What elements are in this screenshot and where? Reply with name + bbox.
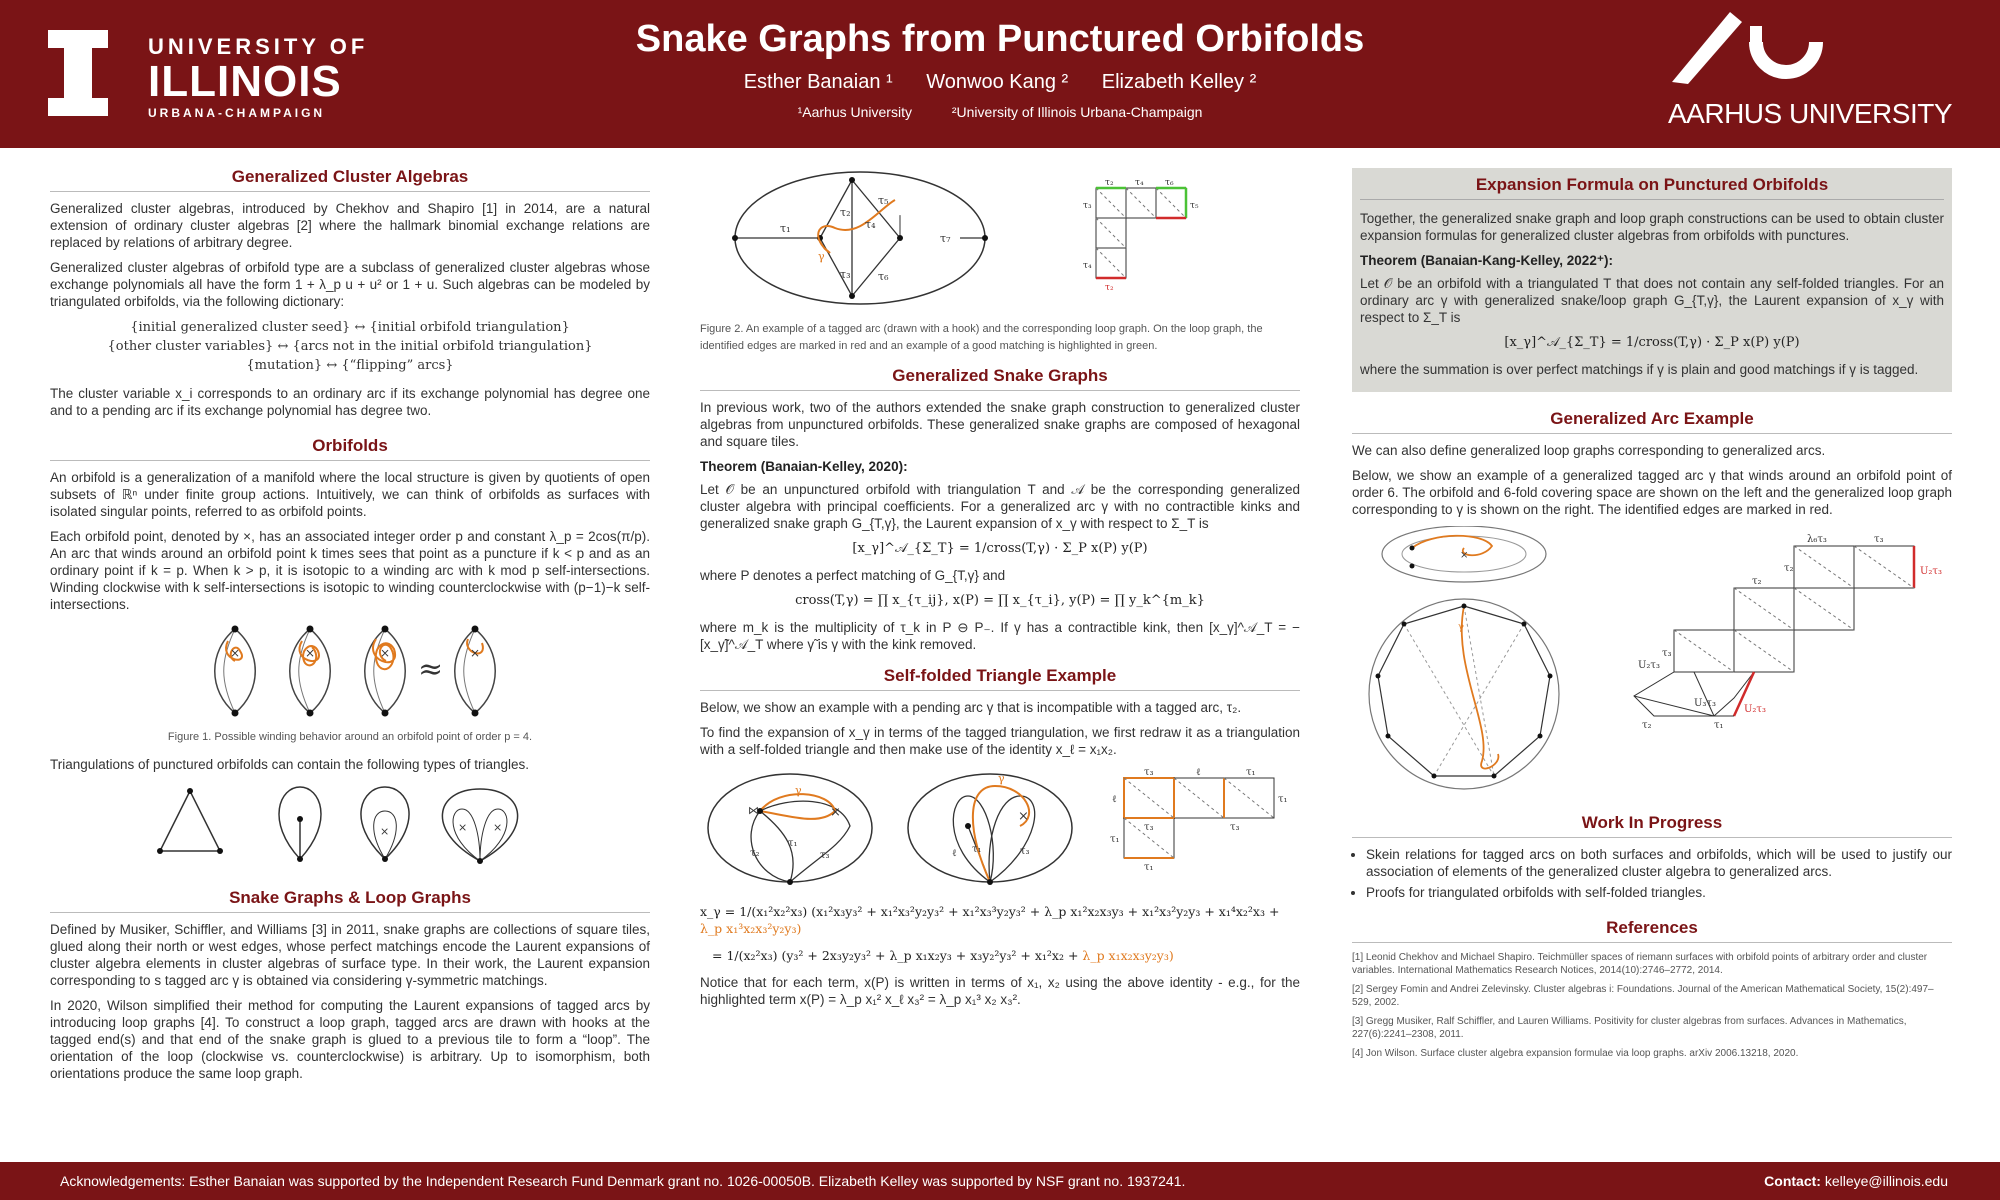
author-2: Wonwoo Kang ² [926, 71, 1069, 93]
winding-diagram-2 [290, 626, 331, 717]
svg-text:τ₄: τ₄ [1135, 178, 1144, 188]
theorem-2-title: Theorem (Banaian-Kang-Kelley, 2022⁺): [1360, 253, 1613, 268]
svg-text:τ₂: τ₂ [1752, 576, 1762, 587]
svg-text:τ₃: τ₃ [1230, 822, 1240, 833]
contact-label: Contact: [1764, 1173, 1821, 1189]
uiuc-line1: UNIVERSITY OF [148, 34, 369, 59]
wip-list [1352, 846, 1952, 901]
winding-diagram-1 [215, 626, 256, 717]
orbifold-diagram [1382, 526, 1546, 582]
section-title-expansion: Expansion Formula on Punctured Orbifolds [1360, 176, 1944, 200]
orbifold-point-triangle [361, 787, 409, 862]
dictionary [50, 318, 650, 375]
fig2-label-tau7: τ₇ [940, 232, 951, 245]
fig2-label-gamma: γ [818, 250, 825, 263]
gsg-paragraph-2: where P denotes a perfect matching of G_{T,γ} and [700, 568, 1006, 583]
contact [1764, 1173, 1948, 1189]
svg-text:τ₁: τ₁ [1278, 794, 1288, 805]
gae-label-u3tau3: U₃τ₃ [1694, 698, 1716, 709]
affiliation-2: ²University of Illinois Urbana-Champaign [951, 104, 1203, 120]
reference-4: [4] Jon Wilson. Surface cluster algebra expansion formulae via loop graphs. arXiv 2006.13218, 2020. [1352, 1048, 1799, 1059]
self-folded-example-figure [700, 766, 1300, 891]
author-3: Elizabeth Kelley ² [1101, 71, 1257, 93]
svg-text:×: × [458, 821, 468, 834]
reference-3: [3] Gregg Musiker, Ralf Schiffler, and Lauren Williams. Positivity for cluster algebras from surfaces. Advances in Mathematics, 227(6):2241–2308, 2011. [1352, 1016, 1907, 1040]
affiliations [560, 104, 1440, 120]
cross-formula: cross(T,γ) = ∏ x_{τ_ij}, x(P) = ∏ x_{τ_i}, y(P) = ∏ y_k^{m_k} [795, 593, 1205, 608]
svg-text:×: × [1018, 809, 1029, 824]
expansion-paragraph-1: Together, the generalized snake graph and loop graph constructions can be used to obtain cluster expansion formulas for generalized cluster algebras from orbifolds with punctures. [1360, 211, 1944, 243]
aarhus-mark-icon [1660, 12, 1960, 92]
winding-diagram-4 [455, 626, 496, 717]
dict-line-2: {other cluster variables} ↔ {arcs not in the initial orbifold triangulation} [107, 339, 593, 354]
contact-email[interactable]: kelleye@illinois.edu [1824, 1173, 1948, 1189]
svg-text:×: × [470, 646, 481, 660]
generalized-arc-figure [1352, 526, 1952, 796]
poster-title: Snake Graphs from Punctured Orbifolds [635, 18, 1365, 60]
svg-text:γ: γ [795, 784, 802, 797]
gae-label-u2tau3-b: U₂τ₃ [1638, 660, 1660, 671]
svg-text:τ₂: τ₂ [1784, 563, 1794, 574]
fig2-label-tau1: τ₁ [780, 222, 791, 235]
section-title-gca: Generalized Cluster Algebras [50, 168, 650, 192]
gae-paragraph-2: Below, we show an example of a generalized tagged arc γ that winds around an orbifold point of order 6. The orbifold and 6-fold covering space are shown on the left and the generalized loop graph corresponding to γ is shown on the right. The identified edges are marked in red. [1352, 468, 1952, 517]
fig2-label-tau2: τ₂ [840, 206, 851, 219]
svg-text:×: × [305, 646, 316, 660]
acknowledgements: Acknowledgements: Esther Banaian was supported by the Independent Research Fund Denmark grant no. 1026-00050B. Elizabeth Kelley was supported by NSF grant no. 1937241. [60, 1173, 1186, 1189]
fig2-label-tau3: τ₃ [840, 268, 851, 281]
theorem-2-formula: [x_γ]^𝒜_{Σ_T} = 1/cross(T,γ) · Σ_P x(P) y(P) [1504, 335, 1800, 350]
fig2-label-tau4: τ₄ [865, 218, 876, 231]
references-list [1352, 951, 1952, 1060]
column-middle [700, 168, 1300, 1016]
authors [560, 71, 1440, 94]
expansion-formula-box [1352, 168, 1952, 392]
reference-2: [2] Sergey Fomin and Andrei Zelevinsky. Cluster algebras i: Foundations. Journal of the American Mathematical Society, 15(2):497–529, 2002. [1352, 984, 1934, 1008]
tagged-triangulation-diagram [708, 774, 872, 885]
section-title-gae: Generalized Arc Example [1352, 410, 1952, 434]
svg-text:τ₃: τ₃ [1083, 201, 1092, 211]
winding-diagram-3 [365, 626, 406, 717]
sft-paragraph-1: Below, we show an example with a pending arc γ that is incompatible with a tagged arc, τ₂. [700, 700, 1242, 715]
gsg-paragraph-3: where m_k is the multiplicity of τ_k in P ⊖ P₋. If γ has a contractible kink, then [x_γ]^𝒜_T = −[x_γ̃]^𝒜_T where γ̃ is γ with the kink removed. [700, 620, 1300, 652]
gae-paragraph-1: We can also define generalized loop graphs corresponding to generalized arcs. [1352, 443, 1826, 458]
dict-line-1: {initial generalized cluster seed} ↔ {initial orbifold triangulation} [130, 320, 570, 335]
gca-paragraph-2: Generalized cluster algebras of orbifold type are a subclass of generalized cluster algebras whose exchange polynomials all have the form 1 + λ_p u + u² or 1 + u. Such algebras can be modeled by triangulated orbifolds, via the following dictionary: [50, 260, 650, 309]
svg-text:×: × [830, 805, 841, 820]
column-right [1352, 168, 1952, 1066]
affiliation-1: ¹Aarhus University [797, 104, 912, 120]
svg-text:⋈: ⋈ [748, 804, 759, 817]
svg-text:τ₃: τ₃ [1144, 767, 1154, 778]
svg-text:τ₅: τ₅ [1190, 201, 1199, 211]
block-i-icon [48, 30, 108, 116]
expansion-paragraph-2: where the summation is over perfect matchings if γ is plain and good matchings if γ is tagged. [1360, 362, 1919, 377]
sft-paragraph-2: To find the expansion of x_γ in terms of the tagged triangulation, we first redraw it as a triangulation with a self-folded triangle and then make use of the identity x_ℓ = x₁x₂. [700, 725, 1300, 757]
svg-text:τ₂: τ₂ [1105, 178, 1114, 188]
svg-text:τ₂: τ₂ [1642, 720, 1652, 731]
snake-graph-example [1110, 767, 1288, 873]
theorem-2-text: Let 𝒪 be an orbifold with a triangulated T that does not contain any self-folded triangles. For an ordinary arc γ with generalized snake/loop graph G_{T,γ}, the Laurent expansion of x_γ with respect to Σ_T is [1360, 276, 1944, 325]
svg-text:×: × [380, 646, 391, 660]
snake-paragraph-1: Defined by Musiker, Schiffler, and Williams [3] in 2011, snake graphs are collections of square tiles, glued along their north or west edges, whose perfect matchings encode the Laurent expansions of cluster algebra elements in cluster algebras of surface type. In their work, the Laurent expansion corresponding to s tagged arc γ is obtained via considering γ-symmetric matchings. [50, 922, 650, 988]
svg-text:τ₃: τ₃ [1662, 648, 1672, 659]
gca-paragraph-1: Generalized cluster algebras, introduced by Chekhov and Shapiro [1] in 2014, are a natural extension of ordinary cluster algebras [2] where the hallmark binomial exchange relations are replaced by relations of arbitrary degree. [50, 201, 650, 250]
orb-paragraph-2: Each orbifold point, denoted by ×, has an associated integer order p and constant λ_p = 2cos(π/p). An arc that winds around an orbifold point k times sees that point as a puncture if k < p and as an ordinary point if k = p. When k > p, it is isotopic to a winding arc with k mod p self-intersections. Winding clockwise with k self-intersections is isotopic to winding counterclockwise with (p−1)−k self-intersections. [50, 529, 650, 612]
svg-text:τ₁: τ₁ [788, 838, 798, 849]
gae-label-gamma: γ [1458, 622, 1464, 633]
expansion-line-1 [700, 903, 1300, 937]
self-folded-triangulation-diagram [908, 772, 1072, 885]
theorem-1-title: Theorem (Banaian-Kelley, 2020): [700, 459, 908, 474]
expansion-line-2-text: = 1/(x₂²x₃) (y₃² + 2x₃y₂y₃² + λ_p x₁x₂y₃ + x₃y₂²y₃² + x₁²x₂ + [712, 948, 1083, 963]
section-title-gsg: Generalized Snake Graphs [700, 367, 1300, 391]
fig2-label-tau6: τ₆ [878, 270, 889, 283]
dict-line-3: {mutation} ↔ {“flipping” arcs} [246, 358, 454, 373]
svg-text:×: × [380, 825, 390, 838]
two-orbifold-points-triangle [442, 789, 517, 864]
svg-text:τ₁: τ₁ [1714, 720, 1724, 731]
section-title-references: References [1352, 919, 1952, 943]
gca-paragraph-3: The cluster variable x_i corresponds to an ordinary arc if its exchange polynomial has degree one and to a pending arc if its exchange polynomial has degree two. [50, 386, 650, 418]
section-title-sft: Self-folded Triangle Example [700, 667, 1300, 691]
poster-header [0, 0, 2000, 148]
wip-item-2: • Proofs for triangulated orbifolds with self-folded triangles. [1366, 884, 1952, 901]
uiuc-line3: URBANA-CHAMPAIGN [148, 106, 326, 120]
svg-text:τ₂: τ₂ [750, 848, 760, 859]
uiuc-logo [48, 30, 378, 120]
covering-space-diagram [1369, 599, 1559, 789]
gsg-paragraph-1: In previous work, two of the authors extended the snake graph construction to generalized cluster algebras from unpunctured orbifolds. These generalized snake graphs are composed of hexagonal and square tiles. [700, 400, 1300, 449]
svg-text:τ₃: τ₃ [1020, 846, 1030, 857]
approx-symbol: ≈ [418, 652, 444, 687]
expansion-line-2-highlight: λ_p x₁x₂x₃y₂y₃) [1082, 948, 1174, 963]
svg-text:ℓ: ℓ [1196, 767, 1201, 778]
expansion-line-1-text: x_γ = 1/(x₁²x₂²x₃) (x₁²x₃y₃² + x₁²x₃²y₂y₃² + x₁²x₃³y₂y₃² + λ_p x₁²x₂x₃y₃ + x₁²x₃²y₂y₃ + x₁⁴x₂²x₃ + [700, 904, 1280, 919]
orb-paragraph-1: An orbifold is a generalization of a manifold where the local structure is given by quotients of open subsets of ℝⁿ under finite group actions. Intuitively, we can think of orbifolds as surfaces with isolated singular points, referred to as orbifold points. [50, 470, 650, 519]
figure-2-tagged-arc [700, 168, 1300, 313]
figure-1-winding [50, 621, 650, 721]
svg-text:τ₃: τ₃ [1874, 534, 1884, 545]
theorem-1-text: Let 𝒪 be an unpunctured orbifold with triangulation T and 𝒜 be the corresponding generalized cluster algebra with principal coefficients. For a generalized arc γ with no contractible kinks and generalized snake graph G_{T,γ}, the Laurent expansion of x_γ with respect to Σ_T is [700, 482, 1300, 531]
ordinary-triangle [157, 788, 223, 854]
aarhus-text: AARHUS UNIVERSITY [1668, 98, 1952, 129]
svg-text:τ₂: τ₂ [1105, 283, 1114, 293]
tagged-arc-surface [732, 172, 988, 304]
section-title-orbifolds: Orbifolds [50, 437, 650, 461]
orb-paragraph-3: Triangulations of punctured orbifolds can contain the following types of triangles. [50, 757, 530, 772]
uiuc-line2: ILLINOIS [148, 57, 342, 106]
section-title-snake-graphs: Snake Graphs & Loop Graphs [50, 889, 650, 913]
svg-text:×: × [230, 646, 241, 660]
sft-paragraph-3: Notice that for each term, x(P) is written in terms of x₁, x₂ using the above identity - e.g., for the highlighted term x(P) = λ_p x₁² x_ℓ x₃² = λ_p x₁³ x₂ x₃². [700, 975, 1300, 1007]
svg-text:ℓ: ℓ [952, 848, 957, 859]
svg-text:τ₁: τ₁ [1246, 767, 1256, 778]
expansion-line-1-highlight: λ_p x₁³x₂x₃²y₂y₃) [700, 921, 802, 936]
loop-graph [1083, 178, 1199, 293]
svg-text:τ₃: τ₃ [820, 850, 830, 861]
wip-item-1: • Skein relations for tagged arcs on both surfaces and orbifolds, which will be used to justify our association of elements of the generalized cluster algebra to generalized arcs. [1366, 846, 1952, 880]
gae-label-u2tau3-a: U₂τ₃ [1920, 566, 1942, 577]
svg-text:τ₆: τ₆ [1165, 178, 1174, 188]
svg-text:×: × [493, 821, 503, 834]
poster-footer [0, 1162, 2000, 1200]
svg-text:τ₄: τ₄ [1083, 261, 1092, 271]
column-left [50, 168, 650, 1090]
generalized-loop-graph [1634, 534, 1942, 731]
self-folded-triangle [279, 787, 321, 862]
svg-text:U₂τ₃: U₂τ₃ [1744, 704, 1766, 715]
svg-text:τ₁: τ₁ [1144, 862, 1154, 873]
svg-text:τ₃: τ₃ [1144, 822, 1154, 833]
triangle-types-figure [50, 781, 650, 871]
fig2-label-tau5: τ₅ [878, 194, 889, 207]
svg-text:γ: γ [998, 772, 1005, 785]
title-block [560, 18, 1440, 120]
svg-text:×: × [1460, 550, 1469, 561]
reference-1: [1] Leonid Chekhov and Michael Shapiro. Teichmüller spaces of riemann surfaces with orbifold points of arbitrary order and cluster variables. International Mathematics Research Notices, 2014(10):2746–2772, 2014. [1352, 952, 1928, 976]
figure-1-caption: Figure 1. Possible winding behavior around an orbifold point of order p = 4. [167, 731, 533, 743]
snake-paragraph-2: In 2020, Wilson simplified their method for computing the Laurent expansions of tagged arcs by introducing loop graphs [4]. To construct a loop graph, tagged arcs are drawn with hooks at the tagged end(s) and that end of the snake graph is glued to a previous tile to form a “loop”. The orientation of the loop (clockwise vs. counterclockwise) is arbitrary. Up to isomorphism, both orientations produce the same loop graph. [50, 998, 650, 1081]
gae-label-l6tau3: λ₆τ₃ [1807, 534, 1827, 545]
svg-text:τ₁: τ₁ [972, 844, 982, 855]
theorem-1-formula: [x_γ]^𝒜_{Σ_T} = 1/cross(T,γ) · Σ_P x(P) y(P) [852, 541, 1148, 556]
aarhus-logo [1660, 12, 1960, 132]
svg-text:ℓ: ℓ [1112, 794, 1117, 805]
svg-text:τ₁: τ₁ [1110, 834, 1120, 845]
expansion-line-2 [700, 947, 1300, 964]
section-title-wip: Work In Progress [1352, 814, 1952, 838]
figure-2-caption: Figure 2. An example of a tagged arc (drawn with a hook) and the corresponding loop graph. On the loop graph, the identified edges are marked in red and an example of a good matching is highlighted in green. [700, 323, 1263, 352]
author-1: Esther Banaian ¹ [743, 71, 893, 93]
